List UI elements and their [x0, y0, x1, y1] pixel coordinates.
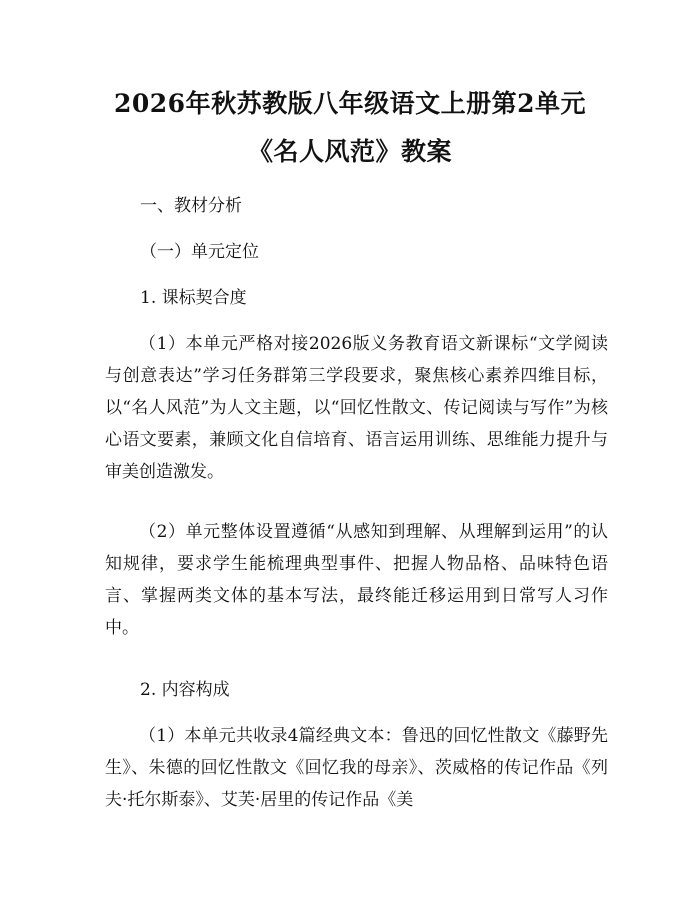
section-heading-1-1-1: 1. 课标契合度	[140, 288, 247, 308]
section-heading-1-1: （一）单元定位	[140, 242, 259, 262]
document-title-line1: 2026年秋苏教版八年级语文上册第2单元	[114, 89, 586, 118]
document-title-line2: 《名人风范》教案	[247, 137, 452, 166]
section-heading-1: 一、教材分析	[140, 196, 242, 216]
paragraph-1: （1）本单元严格对接2026版义务教育语文新课标“文学阅读与创意表达”学习任务群第三学段要求，聚焦核心素养四维目标，以“名人风范”为人文主题，以“回忆性散文、传记阅读与写作”为核心语文要素，兼顾文化自信培育、语言运用训练、思维能力提升与审美创造激发。	[105, 334, 608, 482]
paragraph-3: （1）本单元共收录4篇经典文本：鲁迅的回忆性散文《藤野先生》、朱德的回忆性散文《回忆我的母亲》、茨威格的传记作品《列夫·托尔斯泰》、艾芙·居里的传记作品《美	[105, 726, 608, 810]
section-heading-1-1-2: 2. 内容构成	[140, 680, 230, 700]
paragraph-2: （2）单元整体设置遵循“从感知到理解、从理解到运用”的认知规律，要求学生能梳理典型事件、把握人物品格、品味特色语言、掌握两类文体的基本写法，最终能迁移运用到日常写人习作中。	[105, 522, 608, 638]
